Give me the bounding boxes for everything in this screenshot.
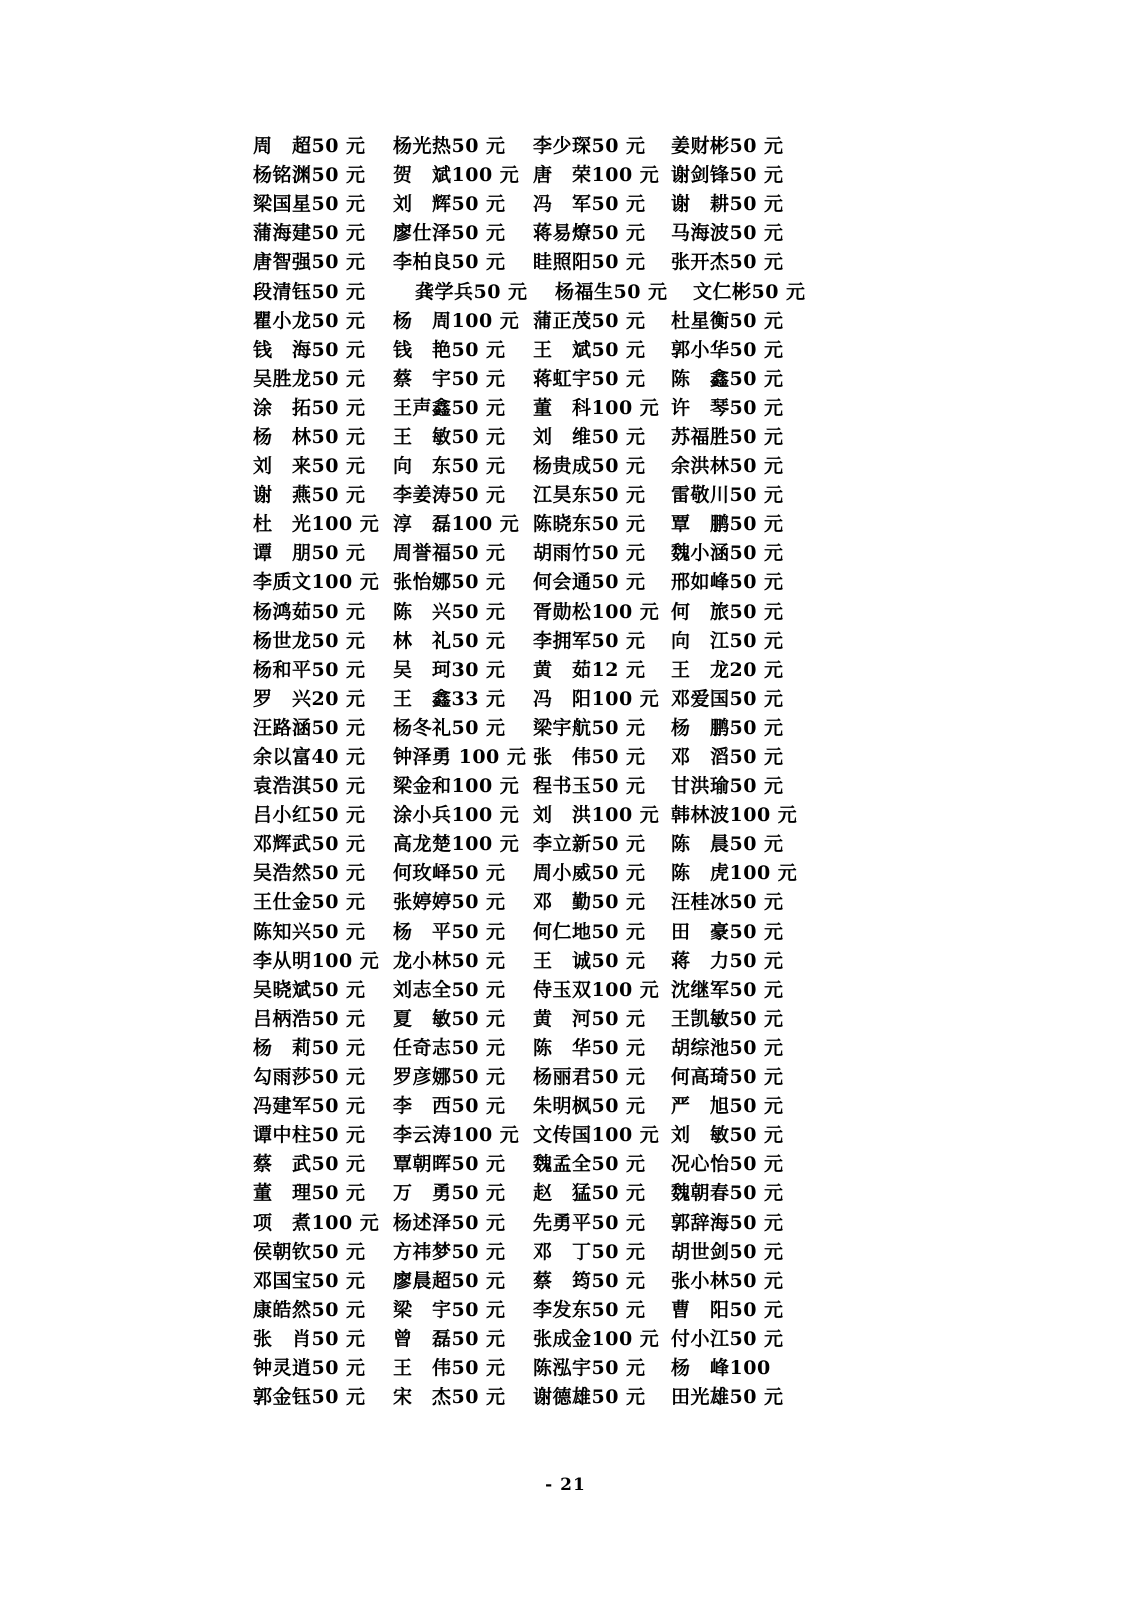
- donor-entry: 汪路涵50 元: [253, 716, 366, 739]
- donor-entry: 李立新50 元: [533, 833, 646, 856]
- donor-entry: 邓爱国50 元: [671, 687, 784, 710]
- donor-entry: 江昊东50 元: [533, 484, 646, 507]
- donor-row: [253, 683, 833, 712]
- donor-entry: 向 东50 元: [393, 455, 506, 478]
- donor-entry: 汪桂冰50 元: [671, 891, 784, 914]
- donor-row: [253, 1265, 833, 1294]
- donor-entry: 李柏良50 元: [393, 251, 506, 274]
- donor-entry: 刘 维50 元: [533, 425, 646, 448]
- donor-entry: 冯建军50 元: [253, 1095, 366, 1118]
- donor-entry: 王仕金50 元: [253, 891, 366, 914]
- donor-entry: 谢 燕50 元: [253, 484, 366, 507]
- donor-entry: 付小江50 元: [671, 1327, 784, 1350]
- donor-entry: 袁浩淇50 元: [253, 775, 366, 798]
- donor-entry: 谢 耕50 元: [671, 193, 784, 216]
- donor-row: [253, 828, 833, 857]
- donor-entry: 吕小红50 元: [253, 804, 366, 827]
- donor-entry: 蔡 宇50 元: [393, 367, 506, 390]
- donor-entry: 蒋 力50 元: [671, 949, 784, 972]
- donor-row: [253, 450, 833, 479]
- donor-entry: 杨冬礼50 元: [393, 716, 506, 739]
- donor-entry: 涂小兵100 元: [393, 804, 520, 827]
- donor-row: [253, 741, 833, 770]
- donor-entry: 侯朝钦50 元: [253, 1240, 366, 1263]
- donor-entry: 张开杰50 元: [671, 251, 784, 274]
- donor-row: [253, 916, 833, 945]
- donor-entry: 夏 敏50 元: [393, 1007, 506, 1030]
- donor-entry: 谭中柱50 元: [253, 1124, 366, 1147]
- donor-entry: 张怡娜50 元: [393, 571, 506, 594]
- donor-row: [253, 886, 833, 915]
- donor-entry: 杜 光100 元: [253, 513, 380, 536]
- donor-entry: 陈 鑫50 元: [671, 367, 784, 390]
- donor-entry: 梁宇航50 元: [533, 716, 646, 739]
- donor-row: [253, 1177, 833, 1206]
- donor-entry: 李少琛50 元: [533, 135, 646, 158]
- donor-row: [253, 857, 833, 886]
- donor-entry: 张成金100 元: [533, 1327, 660, 1350]
- donor-entry: 贺 斌100 元: [393, 164, 520, 187]
- donor-entry: 龚学兵50 元: [415, 280, 528, 303]
- donor-entry: 淳 磊100 元: [393, 513, 520, 536]
- donor-entry: 蒋易燎50 元: [533, 222, 646, 245]
- donor-entry: 吴浩然50 元: [253, 862, 366, 885]
- donor-entry: 勾雨莎50 元: [253, 1066, 366, 1089]
- donor-entry: 李 西50 元: [393, 1095, 506, 1118]
- donor-entry: 杜星衡50 元: [671, 309, 784, 332]
- donor-entry: 刘 辉50 元: [393, 193, 506, 216]
- donor-entry: 唐智强50 元: [253, 251, 366, 274]
- donor-entry: 胡综池50 元: [671, 1036, 784, 1059]
- donor-entry: 文仁彬50 元: [693, 280, 806, 303]
- donor-row: [253, 1090, 833, 1119]
- donor-entry: 钱 艳50 元: [393, 338, 506, 361]
- donor-row: [253, 1294, 833, 1323]
- donor-entry: 杨 峰100: [671, 1356, 771, 1379]
- donor-entry: 吕柄浩50 元: [253, 1007, 366, 1030]
- page-number: - 21: [545, 1475, 586, 1495]
- donor-row: [253, 508, 833, 537]
- donor-entry: 魏小涵50 元: [671, 542, 784, 565]
- donor-row: [253, 1032, 833, 1061]
- donor-row: [253, 1352, 833, 1381]
- donor-entry: 梁 宇50 元: [393, 1298, 506, 1321]
- donor-entry: 吴晓斌50 元: [253, 978, 366, 1001]
- donor-row: [253, 479, 833, 508]
- donor-entry: 吴 珂30 元: [393, 658, 506, 681]
- donor-entry: 杨铭渊50 元: [253, 164, 366, 187]
- donor-entry: 宋 杰50 元: [393, 1386, 506, 1409]
- donor-entry: 陈 晨50 元: [671, 833, 784, 856]
- donor-entry: 先勇平50 元: [533, 1211, 646, 1234]
- donor-row: [253, 275, 833, 304]
- donor-entry: 杨述泽50 元: [393, 1211, 506, 1234]
- donor-row: [253, 537, 833, 566]
- donor-entry: 郭金钰50 元: [253, 1386, 366, 1409]
- donor-entry: 王 伟50 元: [393, 1356, 506, 1379]
- donor-entry: 蒲海建50 元: [253, 222, 366, 245]
- donor-entry: 刘 来50 元: [253, 455, 366, 478]
- donor-entry: 张婷婷50 元: [393, 891, 506, 914]
- donor-entry: 王声鑫50 元: [393, 396, 506, 419]
- donor-entry: 沈继军50 元: [671, 978, 784, 1001]
- donor-entry: 冯 阳100 元: [533, 687, 660, 710]
- donor-entry: 李质文100 元: [253, 571, 380, 594]
- donor-entry: 冯 军50 元: [533, 193, 646, 216]
- donor-entry: 王 鑫33 元: [393, 687, 506, 710]
- donor-entry: 李拥军50 元: [533, 629, 646, 652]
- donor-entry: 钟灵逍50 元: [253, 1356, 366, 1379]
- donor-entry: 杨 莉50 元: [253, 1036, 366, 1059]
- donor-entry: 高龙楚100 元: [393, 833, 520, 856]
- donor-entry: 张小林50 元: [671, 1269, 784, 1292]
- donor-entry: 王凯敏50 元: [671, 1007, 784, 1030]
- donor-entry: 陈 华50 元: [533, 1036, 646, 1059]
- donor-entry: 王 敏50 元: [393, 425, 506, 448]
- donor-entry: 陈 虎100 元: [671, 862, 798, 885]
- donor-entry: 杨世龙50 元: [253, 629, 366, 652]
- donor-entry: 罗彦娜50 元: [393, 1066, 506, 1089]
- donor-entry: 杨丽君50 元: [533, 1066, 646, 1089]
- donor-row: [253, 188, 833, 217]
- donor-entry: 韩林波100 元: [671, 804, 798, 827]
- donor-entry: 钱 海50 元: [253, 338, 366, 361]
- donor-entry: 李发东50 元: [533, 1298, 646, 1321]
- donor-entry: 瞿小龙50 元: [253, 309, 366, 332]
- donor-row: [253, 654, 833, 683]
- donor-row: [253, 130, 833, 159]
- donor-entry: 刘 敏50 元: [671, 1124, 784, 1147]
- donor-entry: 谢剑锋50 元: [671, 164, 784, 187]
- donor-row: [253, 159, 833, 188]
- donor-entry: 魏朝春50 元: [671, 1182, 784, 1205]
- donor-entry: 邓国宝50 元: [253, 1269, 366, 1292]
- donor-entry: 龙小林50 元: [393, 949, 506, 972]
- donor-entry: 王 龙20 元: [671, 658, 784, 681]
- donor-row: [253, 363, 833, 392]
- donor-entry: 黄 茹12 元: [533, 658, 646, 681]
- donor-entry: 蒲正茂50 元: [533, 309, 646, 332]
- donor-entry: 张 伟50 元: [533, 746, 646, 769]
- donor-entry: 苏福胜50 元: [671, 425, 784, 448]
- donor-entry: 刘 洪100 元: [533, 804, 660, 827]
- donor-row: [253, 421, 833, 450]
- donor-entry: 邓 滔50 元: [671, 746, 784, 769]
- donor-entry: 蔡 武50 元: [253, 1153, 366, 1176]
- donor-entry: 涂 拓50 元: [253, 396, 366, 419]
- donor-entry: 周 超50 元: [253, 135, 366, 158]
- donor-entry: 程书玉50 元: [533, 775, 646, 798]
- donor-row: [253, 799, 833, 828]
- donor-entry: 田光雄50 元: [671, 1386, 784, 1409]
- donor-row: [253, 334, 833, 363]
- donor-entry: 陈泓宇50 元: [533, 1356, 646, 1379]
- donor-entry: 邓 丁50 元: [533, 1240, 646, 1263]
- donor-entry: 陈 兴50 元: [393, 600, 506, 623]
- donor-entry: 曾 磊50 元: [393, 1327, 506, 1350]
- donor-entry: 向 江50 元: [671, 629, 784, 652]
- donor-row: [253, 1148, 833, 1177]
- donor-entry: 朱明枫50 元: [533, 1095, 646, 1118]
- donor-entry: 余以富40 元: [253, 746, 366, 769]
- donor-entry: 段清钰50 元: [253, 280, 366, 303]
- donor-entry: 任奇志50 元: [393, 1036, 506, 1059]
- donor-row: [253, 1119, 833, 1148]
- donor-entry: 董 理50 元: [253, 1182, 366, 1205]
- donor-entry: 文传国100 元: [533, 1124, 660, 1147]
- donor-entry: 唐 荣100 元: [533, 164, 660, 187]
- donor-row: [253, 974, 833, 1003]
- donor-entry: 胥勋松100 元: [533, 600, 660, 623]
- donor-entry: 李从明100 元: [253, 949, 380, 972]
- donor-entry: 何玫峄50 元: [393, 862, 506, 885]
- donor-entry: 廖仕泽50 元: [393, 222, 506, 245]
- donor-entry: 曹 阳50 元: [671, 1298, 784, 1321]
- donor-row: [253, 1061, 833, 1090]
- donor-entry: 魏孟全50 元: [533, 1153, 646, 1176]
- donor-entry: 钟泽勇 100 元: [393, 746, 527, 769]
- donor-entry: 杨和平50 元: [253, 658, 366, 681]
- donor-entry: 杨 林50 元: [253, 425, 366, 448]
- donor-entry: 周小威50 元: [533, 862, 646, 885]
- donor-entry: 雷敬川50 元: [671, 484, 784, 507]
- donor-entry: 谭 朋50 元: [253, 542, 366, 565]
- donor-entry: 廖晨超50 元: [393, 1269, 506, 1292]
- donor-entry: 项 煮100 元: [253, 1211, 380, 1234]
- donor-entry: 何会通50 元: [533, 571, 646, 594]
- donor-row: [253, 246, 833, 275]
- donor-entry: 梁金和100 元: [393, 775, 520, 798]
- donor-entry: 田 豪50 元: [671, 920, 784, 943]
- donor-row: [253, 305, 833, 334]
- donor-entry: 杨 鹏50 元: [671, 716, 784, 739]
- donation-list: [253, 130, 833, 1410]
- donor-entry: 李云涛100 元: [393, 1124, 520, 1147]
- donor-entry: 董 科100 元: [533, 396, 660, 419]
- donor-entry: 邓 勤50 元: [533, 891, 646, 914]
- donor-entry: 蒋虹宇50 元: [533, 367, 646, 390]
- donor-row: [253, 596, 833, 625]
- donor-entry: 张 肖50 元: [253, 1327, 366, 1350]
- donor-entry: 甘洪瑜50 元: [671, 775, 784, 798]
- donor-entry: 李姜涛50 元: [393, 484, 506, 507]
- donor-row: [253, 1003, 833, 1032]
- donor-entry: 方祎梦50 元: [393, 1240, 506, 1263]
- donor-entry: 刘志全50 元: [393, 978, 506, 1001]
- donor-entry: 何高琦50 元: [671, 1066, 784, 1089]
- donor-entry: 王 诚50 元: [533, 949, 646, 972]
- donor-row: [253, 392, 833, 421]
- donor-row: [253, 1323, 833, 1352]
- donor-entry: 黄 河50 元: [533, 1007, 646, 1030]
- donor-entry: 眭照阳50 元: [533, 251, 646, 274]
- donor-entry: 万 勇50 元: [393, 1182, 506, 1205]
- donor-entry: 蔡 筠50 元: [533, 1269, 646, 1292]
- donor-entry: 何 旅50 元: [671, 600, 784, 623]
- donor-entry: 康皓然50 元: [253, 1298, 366, 1321]
- donor-entry: 姜财彬50 元: [671, 135, 784, 158]
- donor-entry: 覃 鹏50 元: [671, 513, 784, 536]
- donor-entry: 覃朝晖50 元: [393, 1153, 506, 1176]
- donor-row: [253, 1381, 833, 1410]
- donor-row: [253, 217, 833, 246]
- donor-entry: 胡雨竹50 元: [533, 542, 646, 565]
- donor-row: [253, 1236, 833, 1265]
- donor-entry: 马海波50 元: [671, 222, 784, 245]
- donor-row: [253, 945, 833, 974]
- donor-entry: 杨 周100 元: [393, 309, 520, 332]
- donor-entry: 杨贵成50 元: [533, 455, 646, 478]
- donor-entry: 吴胜龙50 元: [253, 367, 366, 390]
- donor-entry: 郭辞海50 元: [671, 1211, 784, 1234]
- donor-entry: 林 礼50 元: [393, 629, 506, 652]
- donor-entry: 梁国星50 元: [253, 193, 366, 216]
- donor-row: [253, 566, 833, 595]
- donor-row: [253, 770, 833, 799]
- donor-entry: 邓辉武50 元: [253, 833, 366, 856]
- donor-row: [253, 625, 833, 654]
- donor-entry: 邢如峰50 元: [671, 571, 784, 594]
- donor-entry: 陈知兴50 元: [253, 920, 366, 943]
- donor-entry: 余洪林50 元: [671, 455, 784, 478]
- donor-entry: 郭小华50 元: [671, 338, 784, 361]
- donor-entry: 胡世剑50 元: [671, 1240, 784, 1263]
- donor-entry: 杨福生50 元: [555, 280, 668, 303]
- donor-row: [253, 712, 833, 741]
- donor-entry: 周誉福50 元: [393, 542, 506, 565]
- donor-entry: 罗 兴20 元: [253, 687, 366, 710]
- donor-entry: 赵 猛50 元: [533, 1182, 646, 1205]
- donor-entry: 杨光热50 元: [393, 135, 506, 158]
- donor-row: [253, 1206, 833, 1235]
- donor-entry: 许 琴50 元: [671, 396, 784, 419]
- donor-entry: 谢德雄50 元: [533, 1386, 646, 1409]
- donor-entry: 杨鸿茹50 元: [253, 600, 366, 623]
- donor-entry: 严 旭50 元: [671, 1095, 784, 1118]
- donor-entry: 何仁地50 元: [533, 920, 646, 943]
- donor-entry: 王 斌50 元: [533, 338, 646, 361]
- donor-entry: 况心怡50 元: [671, 1153, 784, 1176]
- donor-entry: 陈晓东50 元: [533, 513, 646, 536]
- donor-entry: 侍玉双100 元: [533, 978, 660, 1001]
- donor-entry: 杨 平50 元: [393, 920, 506, 943]
